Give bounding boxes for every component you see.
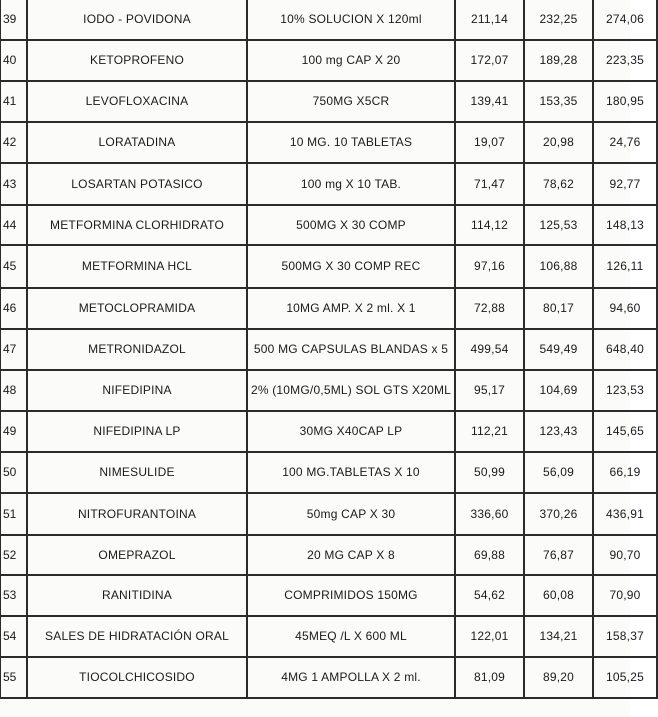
medication-name: TIOCOLCHICOSIDO bbox=[27, 657, 247, 698]
table-row bbox=[0, 329, 657, 370]
price-column-1: 50,99 bbox=[455, 452, 524, 493]
price-column-2: 80,17 bbox=[524, 288, 593, 329]
price-column-1: 122,01 bbox=[455, 616, 524, 657]
medication-name: OMEPRAZOL bbox=[27, 535, 247, 575]
medication-name: METRONIDAZOL bbox=[27, 329, 247, 370]
table-row bbox=[0, 575, 657, 616]
price-column-3: 126,11 bbox=[593, 245, 657, 288]
medication-name: KETOPROFENO bbox=[27, 40, 247, 81]
row-number: 39 bbox=[0, 0, 27, 40]
price-column-3: 24,76 bbox=[593, 122, 657, 163]
medication-presentation: 750MG X5CR bbox=[247, 81, 455, 122]
price-column-2: 78,62 bbox=[524, 163, 593, 205]
price-column-1: 139,41 bbox=[455, 81, 524, 122]
table-row bbox=[0, 493, 657, 535]
table-row bbox=[0, 657, 657, 698]
medication-presentation: 20 MG CAP X 8 bbox=[247, 535, 455, 575]
price-column-2: 189,28 bbox=[524, 40, 593, 81]
row-number: 52 bbox=[0, 535, 27, 575]
medication-presentation: 4MG 1 AMPOLLA X 2 ml. bbox=[247, 657, 455, 698]
medication-name: IODO - POVIDONA bbox=[27, 0, 247, 40]
price-column-2: 89,20 bbox=[524, 657, 593, 698]
table-row bbox=[0, 411, 657, 452]
price-column-2: 125,53 bbox=[524, 205, 593, 245]
medication-presentation: 45MEQ /L X 600 ML bbox=[247, 616, 455, 657]
medication-name: LOSARTAN POTASICO bbox=[27, 163, 247, 205]
table-row bbox=[0, 370, 657, 411]
table-row bbox=[0, 616, 657, 657]
price-column-1: 172,07 bbox=[455, 40, 524, 81]
row-number: 55 bbox=[0, 657, 27, 698]
row-number: 44 bbox=[0, 205, 27, 245]
price-column-2: 104,69 bbox=[524, 370, 593, 411]
price-column-1: 54,62 bbox=[455, 575, 524, 616]
row-number: 50 bbox=[0, 452, 27, 493]
table-row bbox=[0, 288, 657, 329]
price-column-2: 153,35 bbox=[524, 81, 593, 122]
medication-name: LEVOFLOXACINA bbox=[27, 81, 247, 122]
price-column-1: 72,88 bbox=[455, 288, 524, 329]
medication-presentation: 50mg CAP X 30 bbox=[247, 493, 455, 535]
row-number: 48 bbox=[0, 370, 27, 411]
medication-name: METFORMINA CLORHIDRATO bbox=[27, 205, 247, 245]
price-column-3: 436,91 bbox=[593, 493, 657, 535]
medication-presentation: 500MG X 30 COMP REC bbox=[247, 245, 455, 288]
price-column-2: 106,88 bbox=[524, 245, 593, 288]
price-column-1: 97,16 bbox=[455, 245, 524, 288]
medication-name: METOCLOPRAMIDA bbox=[27, 288, 247, 329]
price-column-3: 70,90 bbox=[593, 575, 657, 616]
row-number: 51 bbox=[0, 493, 27, 535]
price-column-1: 114,12 bbox=[455, 205, 524, 245]
price-column-2: 134,21 bbox=[524, 616, 593, 657]
price-column-2: 20,98 bbox=[524, 122, 593, 163]
medication-name: NIFEDIPINA bbox=[27, 370, 247, 411]
price-column-3: 94,60 bbox=[593, 288, 657, 329]
medication-presentation: 100 MG.TABLETAS X 10 bbox=[247, 452, 455, 493]
medication-name: NITROFURANTOINA bbox=[27, 493, 247, 535]
medication-name: NIMESULIDE bbox=[27, 452, 247, 493]
price-column-2: 232,25 bbox=[524, 0, 593, 40]
price-column-2: 60,08 bbox=[524, 575, 593, 616]
row-number: 53 bbox=[0, 575, 27, 616]
price-column-3: 90,70 bbox=[593, 535, 657, 575]
price-column-3: 123,53 bbox=[593, 370, 657, 411]
price-column-3: 223,35 bbox=[593, 40, 657, 81]
table-row bbox=[0, 81, 657, 122]
medication-presentation: 100 mg X 10 TAB. bbox=[247, 163, 455, 205]
table-row bbox=[0, 122, 657, 163]
price-column-1: 19,07 bbox=[455, 122, 524, 163]
price-column-1: 112,21 bbox=[455, 411, 524, 452]
price-column-1: 95,17 bbox=[455, 370, 524, 411]
price-column-1: 69,88 bbox=[455, 535, 524, 575]
price-column-3: 648,40 bbox=[593, 329, 657, 370]
price-column-2: 549,49 bbox=[524, 329, 593, 370]
medication-name: NIFEDIPINA LP bbox=[27, 411, 247, 452]
price-column-2: 123,43 bbox=[524, 411, 593, 452]
price-column-2: 56,09 bbox=[524, 452, 593, 493]
row-number: 49 bbox=[0, 411, 27, 452]
table-row bbox=[0, 163, 657, 205]
medication-presentation: 10MG AMP. X 2 ml. X 1 bbox=[247, 288, 455, 329]
price-column-3: 92,77 bbox=[593, 163, 657, 205]
price-column-2: 370,26 bbox=[524, 493, 593, 535]
price-column-3: 105,25 bbox=[593, 657, 657, 698]
price-column-3: 158,37 bbox=[593, 616, 657, 657]
row-number: 54 bbox=[0, 616, 27, 657]
price-column-1: 81,09 bbox=[455, 657, 524, 698]
medication-presentation: 500 MG CAPSULAS BLANDAS x 5 bbox=[247, 329, 455, 370]
price-column-3: 148,13 bbox=[593, 205, 657, 245]
price-column-1: 71,47 bbox=[455, 163, 524, 205]
table-row bbox=[0, 0, 657, 40]
table-row bbox=[0, 40, 657, 81]
medication-presentation: COMPRIMIDOS 150MG bbox=[247, 575, 455, 616]
table-row bbox=[0, 245, 657, 288]
price-column-3: 180,95 bbox=[593, 81, 657, 122]
medication-name: SALES DE HIDRATACIÓN ORAL bbox=[27, 616, 247, 657]
row-number: 41 bbox=[0, 81, 27, 122]
table-row bbox=[0, 535, 657, 575]
medication-name: RANITIDINA bbox=[27, 575, 247, 616]
row-number: 43 bbox=[0, 163, 27, 205]
price-column-3: 66,19 bbox=[593, 452, 657, 493]
price-column-1: 211,14 bbox=[455, 0, 524, 40]
medication-presentation: 2% (10MG/0,5ML) SOL GTS X20ML bbox=[247, 370, 455, 411]
row-number: 42 bbox=[0, 122, 27, 163]
row-number: 46 bbox=[0, 288, 27, 329]
price-column-1: 499,54 bbox=[455, 329, 524, 370]
row-number: 40 bbox=[0, 40, 27, 81]
medication-name: LORATADINA bbox=[27, 122, 247, 163]
table-row bbox=[0, 205, 657, 245]
price-column-3: 274,06 bbox=[593, 0, 657, 40]
price-column-1: 336,60 bbox=[455, 493, 524, 535]
row-number: 47 bbox=[0, 329, 27, 370]
price-column-3: 145,65 bbox=[593, 411, 657, 452]
row-number: 45 bbox=[0, 245, 27, 288]
medication-presentation: 10% SOLUCION X 120ml bbox=[247, 0, 455, 40]
medication-presentation: 10 MG. 10 TABLETAS bbox=[247, 122, 455, 163]
price-column-2: 76,87 bbox=[524, 535, 593, 575]
table-row bbox=[0, 452, 657, 493]
medication-presentation: 500MG X 30 COMP bbox=[247, 205, 455, 245]
medication-name: METFORMINA HCL bbox=[27, 245, 247, 288]
medication-presentation: 100 mg CAP X 20 bbox=[247, 40, 455, 81]
medication-presentation: 30MG X40CAP LP bbox=[247, 411, 455, 452]
